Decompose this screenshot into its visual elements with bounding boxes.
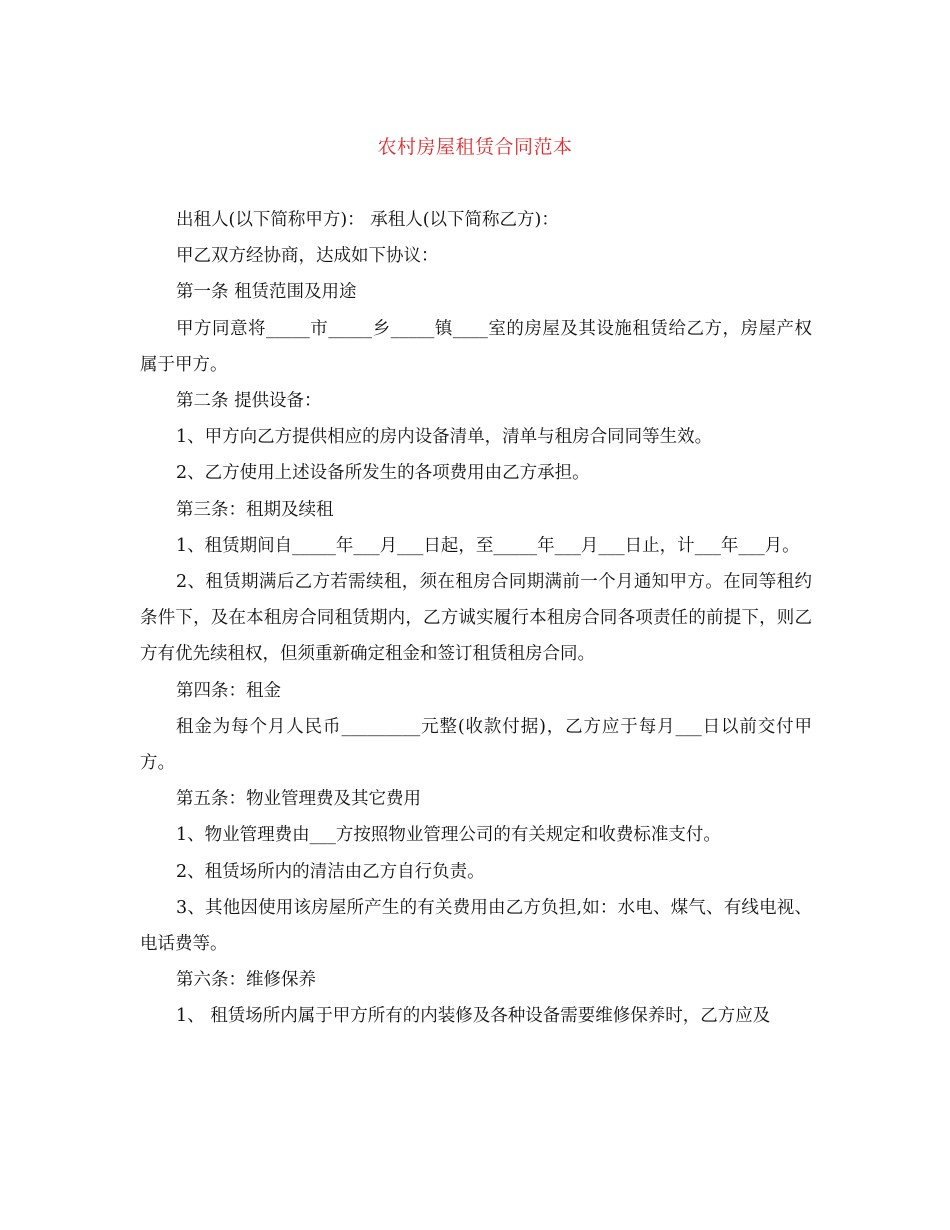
article-5-heading: 第五条：物业管理费及其它费用 bbox=[176, 789, 421, 810]
article-6-item-1: 1、 租赁场所内属于甲方所有的内装修及各种设备需要维修保养时，乙方应及 bbox=[176, 1006, 771, 1027]
article-2-item-1: 1、甲方向乙方提供相应的房内设备清单，清单与租房合同同等生效。 bbox=[176, 427, 713, 448]
agreement-intro: 甲乙双方经协商，达成如下协议： bbox=[176, 246, 439, 267]
article-5-item-3: 3、其他因使用该房屋所产生的有关费用由乙方负担,如：水电、煤气、有线电视、电话费等。 bbox=[140, 897, 812, 955]
article-6-heading: 第六条：维修保养 bbox=[176, 970, 316, 991]
article-5-item-2: 2、租赁场所内的清洁由乙方自行负责。 bbox=[176, 861, 485, 882]
document-title: 农村房屋租赁合同范本 bbox=[377, 136, 573, 158]
article-1-heading: 第一条 租赁范围及用途 bbox=[176, 282, 357, 303]
article-4-heading: 第四条：租金 bbox=[176, 680, 281, 701]
parties-line: 出租人(以下简称甲方)： 承租人(以下简称乙方)： bbox=[176, 210, 559, 230]
article-3-heading: 第三条：租期及续租 bbox=[176, 499, 334, 520]
article-1-text: 甲方同意将_____市_____乡_____镇____室的房屋及其设施租赁给乙方，房屋产权属于甲方。 bbox=[140, 318, 812, 375]
article-5-item-1: 1、物业管理费由___方按照物业管理公司的有关规定和收费标准支付。 bbox=[176, 825, 721, 846]
article-2-heading: 第二条 提供设备： bbox=[176, 391, 322, 412]
document-body bbox=[140, 202, 812, 1035]
article-3-item-2: 2、租赁期满后乙方若需续租，须在租房合同期满前一个月通知甲方。在同等租约条件下，及在本租房合同租赁期内，乙方诚实履行本租房合同各项责任的前提下，则乙方有优先续租权，但须重新确定租金和签订租赁租房合同。 bbox=[140, 572, 812, 665]
article-4-text: 租金为每个月人民币_________元整(收款付据)，乙方应于每月___日以前交付甲方。 bbox=[140, 716, 812, 774]
article-3-item-1: 1、租赁期间自_____年___月___日起，至_____年___月___日止，计___年___月。 bbox=[176, 535, 800, 556]
article-2-item-2: 2、乙方使用上述设备所发生的各项费用由乙方承担。 bbox=[176, 463, 590, 484]
